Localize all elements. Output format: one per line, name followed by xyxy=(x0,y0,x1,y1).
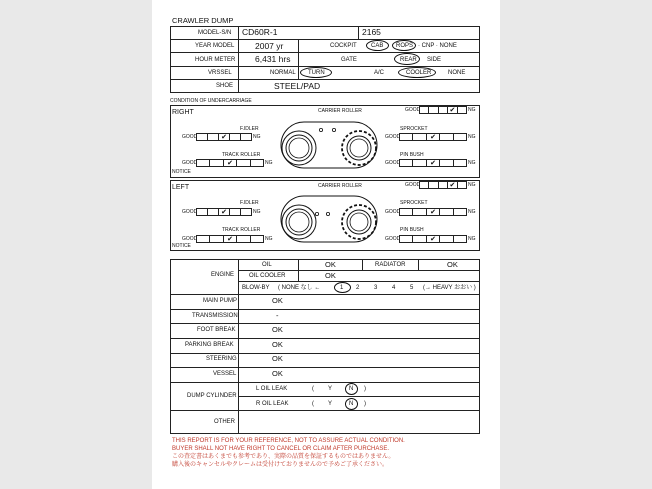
foot-break-label: FOOT BREAK xyxy=(197,327,236,333)
disclaimer-line-1: THIS REPORT IS FOR YOUR REFERENCE, NOT TO ASSURE ACTUAL CONDITION. xyxy=(172,438,405,444)
ng-label: NG xyxy=(265,160,273,166)
engine-label: ENGINE xyxy=(211,272,235,278)
transmission-label: TRANSMISSION xyxy=(192,313,238,319)
left-label: LEFT xyxy=(172,184,190,191)
paren-close: ) xyxy=(364,401,366,407)
r-oil-leak-no: N xyxy=(349,401,354,407)
good-label: GOOD xyxy=(182,209,198,215)
left-notice-label: NOTICE xyxy=(172,243,191,249)
foot-break-value: OK xyxy=(272,325,283,334)
check-mark-icon: ✔ xyxy=(448,182,457,188)
oil-label: OIL xyxy=(262,262,272,268)
check-mark-icon: ✔ xyxy=(219,209,230,215)
ng-label: NG xyxy=(468,209,476,215)
oil-cooler-value: OK xyxy=(325,271,336,280)
ng-label: NG xyxy=(468,182,476,188)
ng-label: NG xyxy=(253,134,261,140)
disclaimer-line-3: この査定書はあくまでも参考であり、実際の品質を保証するものではありません。 xyxy=(172,454,395,460)
rear-circle-mark xyxy=(394,53,420,65)
r-oil-leak-yes: Y xyxy=(328,401,333,407)
other-label: OTHER xyxy=(214,419,235,425)
blowby-open: ( NONE なし ← xyxy=(278,285,321,291)
right-pin-bush-gauge xyxy=(399,159,467,167)
left-carrier-roller-label: CARRIER ROLLER xyxy=(318,183,362,189)
left-f-idler-gauge xyxy=(196,208,252,216)
parking-break-label: PARKING BREAK xyxy=(185,342,234,348)
vessel-label: VRSSEL xyxy=(208,70,232,76)
shoe-value: STEEL/PAD xyxy=(274,81,321,91)
blowby-close: (→ HEAVY おおい ) xyxy=(423,285,476,291)
paren-close: ) xyxy=(364,386,366,392)
ng-label: NG xyxy=(468,160,476,166)
left-sprocket-gauge xyxy=(399,208,467,216)
good-label: GOOD xyxy=(182,134,198,140)
right-pin-bush-label: PIN BUSH xyxy=(400,152,424,158)
ac-label: A/C xyxy=(374,70,385,76)
vessel-check-value: OK xyxy=(272,369,283,378)
r-oil-leak-label: R OIL LEAK xyxy=(256,401,289,407)
ng-label: NG xyxy=(468,134,476,140)
radiator-value: OK xyxy=(447,260,458,269)
right-carrier-roller-gauge xyxy=(419,106,467,114)
hour-meter-label: HOUR METER xyxy=(195,57,236,63)
check-mark-icon: ✔ xyxy=(224,160,237,166)
cab-circle-mark xyxy=(366,40,389,51)
left-carrier-roller-gauge xyxy=(419,181,467,189)
left-f-idler-label: F.IDLER xyxy=(240,200,259,206)
right-track-roller-label: TRACK ROLLER xyxy=(222,152,261,158)
good-label: GOOD xyxy=(385,209,401,215)
right-track-roller-gauge xyxy=(196,159,264,167)
model-value: CD60R-1 xyxy=(242,27,278,37)
blowby-label: BLOW-BY xyxy=(242,285,270,291)
turn-circle-mark xyxy=(300,67,332,78)
l-oil-leak-yes: Y xyxy=(328,386,333,392)
right-notice-label: NOTICE xyxy=(172,169,191,175)
blowby-scale-1: 1 xyxy=(340,285,344,291)
good-label: GOOD xyxy=(405,107,421,113)
vessel-option-turn: TURN xyxy=(308,70,325,76)
undercarriage-heading: CONDITION OF UNDERCARRIAGE xyxy=(170,98,252,104)
disclaimer-line-4: 購入後のキャンセルやクレームは受付けておりませんので予めご了承ください。 xyxy=(172,462,389,468)
good-label: GOOD xyxy=(405,182,421,188)
l-oil-leak-no: N xyxy=(349,386,354,392)
good-label: GOOD xyxy=(182,236,198,242)
cooler-circle-mark xyxy=(398,67,436,78)
ng-label: NG xyxy=(468,107,476,113)
check-mark-icon: ✔ xyxy=(427,134,440,140)
inspection-sheet xyxy=(152,0,500,489)
ng-label: NG xyxy=(253,209,261,215)
oil-cooler-label: OIL COOLER xyxy=(249,273,286,279)
vessel-option-normal: NORMAL xyxy=(270,70,296,76)
ac-option-none: NONE xyxy=(448,70,466,76)
rops-circle-mark xyxy=(392,40,416,51)
shoe-label: SHOE xyxy=(216,83,234,89)
blowby-scale-4: 4 xyxy=(392,285,396,291)
left-sprocket-label: SPROCKET xyxy=(400,200,428,206)
cockpit-label: COCKPIT xyxy=(330,43,357,49)
transmission-value: - xyxy=(276,311,279,320)
right-label: RIGHT xyxy=(172,109,194,116)
right-sprocket-label: SPROCKET xyxy=(400,126,428,132)
check-mark-icon: ✔ xyxy=(219,134,230,140)
gate-label: GATE xyxy=(341,57,357,63)
model-sn-label: MODEL-S/N xyxy=(198,30,232,36)
report-title: CRAWLER DUMP xyxy=(172,16,234,25)
good-label: GOOD xyxy=(385,236,401,242)
steering-value: OK xyxy=(272,354,283,363)
year-value: 2007 yr xyxy=(255,41,284,51)
oil-value: OK xyxy=(325,260,336,269)
right-f-idler-gauge xyxy=(196,133,252,141)
cockpit-option-rops: ROPS xyxy=(396,43,414,49)
main-pump-label: MAIN PUMP xyxy=(203,298,238,304)
cockpit-option-other: · CNP · NONE xyxy=(418,43,457,49)
left-track-roller-label: TRACK ROLLER xyxy=(222,227,261,233)
parking-break-value: OK xyxy=(272,340,283,349)
radiator-label: RADIATOR xyxy=(375,262,406,268)
left-crawler-diagram xyxy=(277,190,381,248)
gate-option-rear: REAR xyxy=(400,57,417,63)
vessel-check-label: VESSEL xyxy=(213,371,237,377)
l-oil-leak-label: L OIL LEAK xyxy=(256,386,288,392)
check-mark-icon: ✔ xyxy=(224,236,237,242)
right-crawler-diagram xyxy=(277,116,381,174)
good-label: GOOD xyxy=(385,160,401,166)
check-mark-icon: ✔ xyxy=(448,107,457,113)
r-oil-leak-no-circle-mark xyxy=(345,398,358,410)
cockpit-option-cab: CAB xyxy=(371,43,384,49)
gate-option-side: SIDE xyxy=(427,57,442,63)
year-model-label: YEAR MODEL xyxy=(195,43,235,49)
hours-value: 6,431 hrs xyxy=(255,54,291,64)
ng-label: NG xyxy=(265,236,273,242)
l-oil-leak-no-circle-mark xyxy=(345,383,358,395)
good-label: GOOD xyxy=(385,134,401,140)
check-mark-icon: ✔ xyxy=(427,236,440,242)
dump-cylinder-label: DUMP CYLINDER xyxy=(187,393,237,399)
left-pin-bush-gauge xyxy=(399,235,467,243)
serial-value: 2165 xyxy=(362,27,381,37)
left-pin-bush-label: PIN BUSH xyxy=(400,227,424,233)
left-track-roller-gauge xyxy=(196,235,264,243)
blowby-scale-5: 5 xyxy=(410,285,414,291)
main-pump-value: OK xyxy=(272,296,283,305)
right-f-idler-label: F.IDLER xyxy=(240,126,259,132)
ng-label: NG xyxy=(468,236,476,242)
paren-open: ( xyxy=(312,401,314,407)
check-mark-icon: ✔ xyxy=(427,160,440,166)
blowby-scale-3: 3 xyxy=(374,285,378,291)
paren-open: ( xyxy=(312,386,314,392)
steering-label: STEERING xyxy=(206,356,237,362)
good-label: GOOD xyxy=(182,160,198,166)
blowby-scale-2: 2 xyxy=(356,285,360,291)
right-carrier-roller-label: CARRIER ROLLER xyxy=(318,108,362,114)
ac-option-cooler: COOLER xyxy=(406,70,432,76)
check-mark-icon: ✔ xyxy=(427,209,440,215)
right-sprocket-gauge xyxy=(399,133,467,141)
blowby-selected-circle-mark xyxy=(334,282,351,293)
disclaimer-line-2: BUYER SHALL NOT HAVE RIGHT TO CANCEL OR CLAIM AFTER PURCHASE. xyxy=(172,446,390,452)
